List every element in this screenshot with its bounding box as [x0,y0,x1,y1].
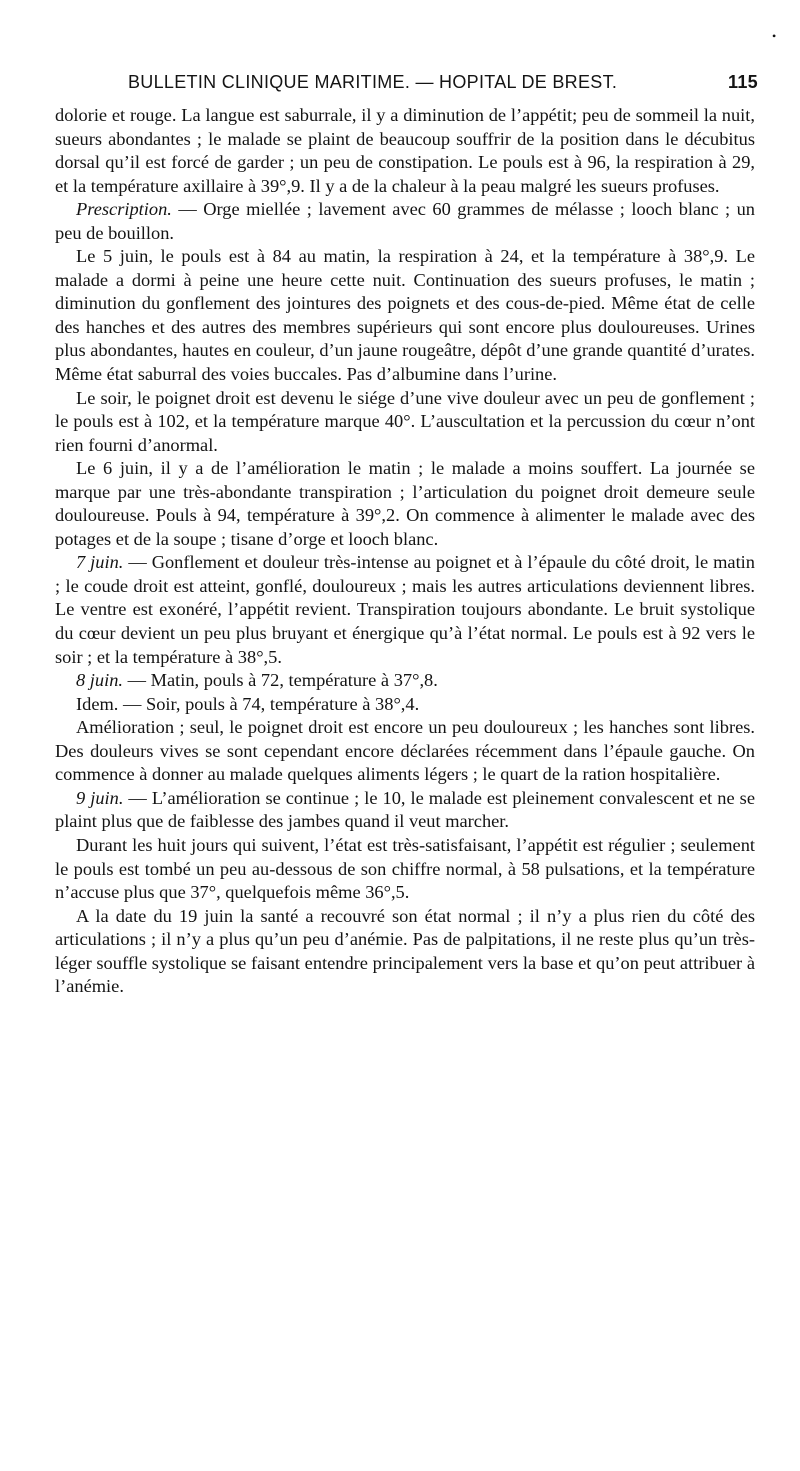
paragraph-lead: 9 juin. [76,787,124,808]
paragraph-text: Idem. — Soir, pouls à 74, température à 38°,4. [76,693,420,714]
paragraph-text: — Gonflement et douleur très-intense au poignet et à l’épaule du côté droit, le matin ; le coude droit est atteint, gonflé, douloureux ; mais les autres articulations deviennent libres. Le ventre est exonéré, l’appétit revient. Transpiration toujours abondante. Le bruit systolique du cœur devient un peu plus bruyant et énergique qu’à l’état normal. Le pouls est à 92 vers le soir ; et la température à 38°,5. [55,552,755,667]
corner-dot: • [772,29,777,43]
paragraph-text: Durant les huit jours qui suivent, l’état est très-satisfaisant, l’appétit est régulier ; seulement le pouls est tombé un peu au-dessous de son chiffre normal, à 58 pulsations, et la température n’accuse plus que 37°, quelquefois même 36°,5. [55,834,755,903]
body-text [55,104,755,999]
paragraph-lead: 7 juin. [76,552,124,573]
paragraph-5 [55,457,755,551]
paragraph-1 [55,104,755,198]
paragraph-6 [55,551,755,669]
paragraph-lead: Prescription. [76,199,172,220]
paragraph-text: Le 5 juin, le pouls est à 84 au matin, la respiration à 24, et la température à 38°,9. Le malade a dormi à peine une heure cette nuit. Continuation des sueurs profuses, le matin ; diminution du gonflement des jointures des poignets et des cous-de-pied. Même état de celle des hanches et des autres des membres supérieurs qui sont encore plus douloureuses. Urines plus abondantes, hautes en couleur, d’un jaune rougeâtre, dépôt d’une grande quantité d’urates. Même état saburral des voies buccales. Pas d’albumine dans l’urine. [55,246,755,385]
paragraph-10 [55,787,755,834]
paragraph-9 [55,716,755,787]
paragraph-lead: 8 juin. [76,670,124,691]
running-header [62,72,758,96]
paragraph-text: dolorie et rouge. La langue est saburrale, il y a diminution de l’appétit; peu de sommeil la nuit, sueurs abondantes ; le malade se plaint de beaucoup souffrir de la position dans le décubitus dorsal qu’il est forcé de garder ; un peu de constipation. Le pouls est à 96, la respiration à 29, et la température axillaire à 39°,9. Il y a de la chaleur à la peau malgré les sueurs profuses. [55,105,755,196]
running-title: BULLETIN CLINIQUE MARITIME. — HOPITAL DE BREST. [128,72,618,92]
paragraph-text: — Orge miellée ; lavement avec 60 grammes de mélasse ; looch blanc ; un peu de bouillon. [55,199,755,243]
paragraph-text: A la date du 19 juin la santé a recouvré son état normal ; il n’y a plus rien du côté des articulations ; il n’y a plus qu’un peu d’anémie. Pas de palpitations, il ne reste plus qu’un très-léger souffle systolique se faisant entendre principalement vers la base et qu’on peut attribuer à l’anémie. [55,905,755,997]
paragraph-7 [55,669,755,693]
paragraph-text: — Matin, pouls à 72, température à 37°,8. [123,670,438,691]
paragraph-8 [55,693,755,717]
paragraph-text: Amélioration ; seul, le poignet droit est encore un peu douloureux ; les hanches sont libres. Des douleurs vives se sont cependant encore déclarées récemment dans l’épaule gauche. On commence à donner au malade quelques aliments légers ; le quart de la ration hospitalière. [55,717,755,785]
paragraph-11 [55,834,755,905]
paragraph-12 [55,905,755,999]
paragraph-2 [55,198,755,245]
paragraph-4 [55,387,755,458]
page-number: 115 [728,72,758,92]
paragraph-text: Le 6 juin, il y a de l’amélioration le matin ; le malade a moins souffert. La journée se marque par une très-abondante transpiration ; l’articulation du poignet droit demeure seule douloureuse. Pouls à 94, température à 39°,2. On commence à alimenter le malade avec des potages et de la soupe ; tisane d’orge et looch blanc. [55,458,755,549]
paragraph-text: Le soir, le poignet droit est devenu le siége d’une vive douleur avec un peu de gonflement ; le pouls est à 102, et la température marque 40°. L’auscultation et la percussion du cœur n’ont rien fourni d’anormal. [55,387,755,455]
paragraph-text: — L’amélioration se continue ; le 10, le malade est pleinement convalescent et ne se plaint plus que de faiblesse des jambes quand il veut marcher. [55,787,755,832]
paragraph-3 [55,245,755,386]
